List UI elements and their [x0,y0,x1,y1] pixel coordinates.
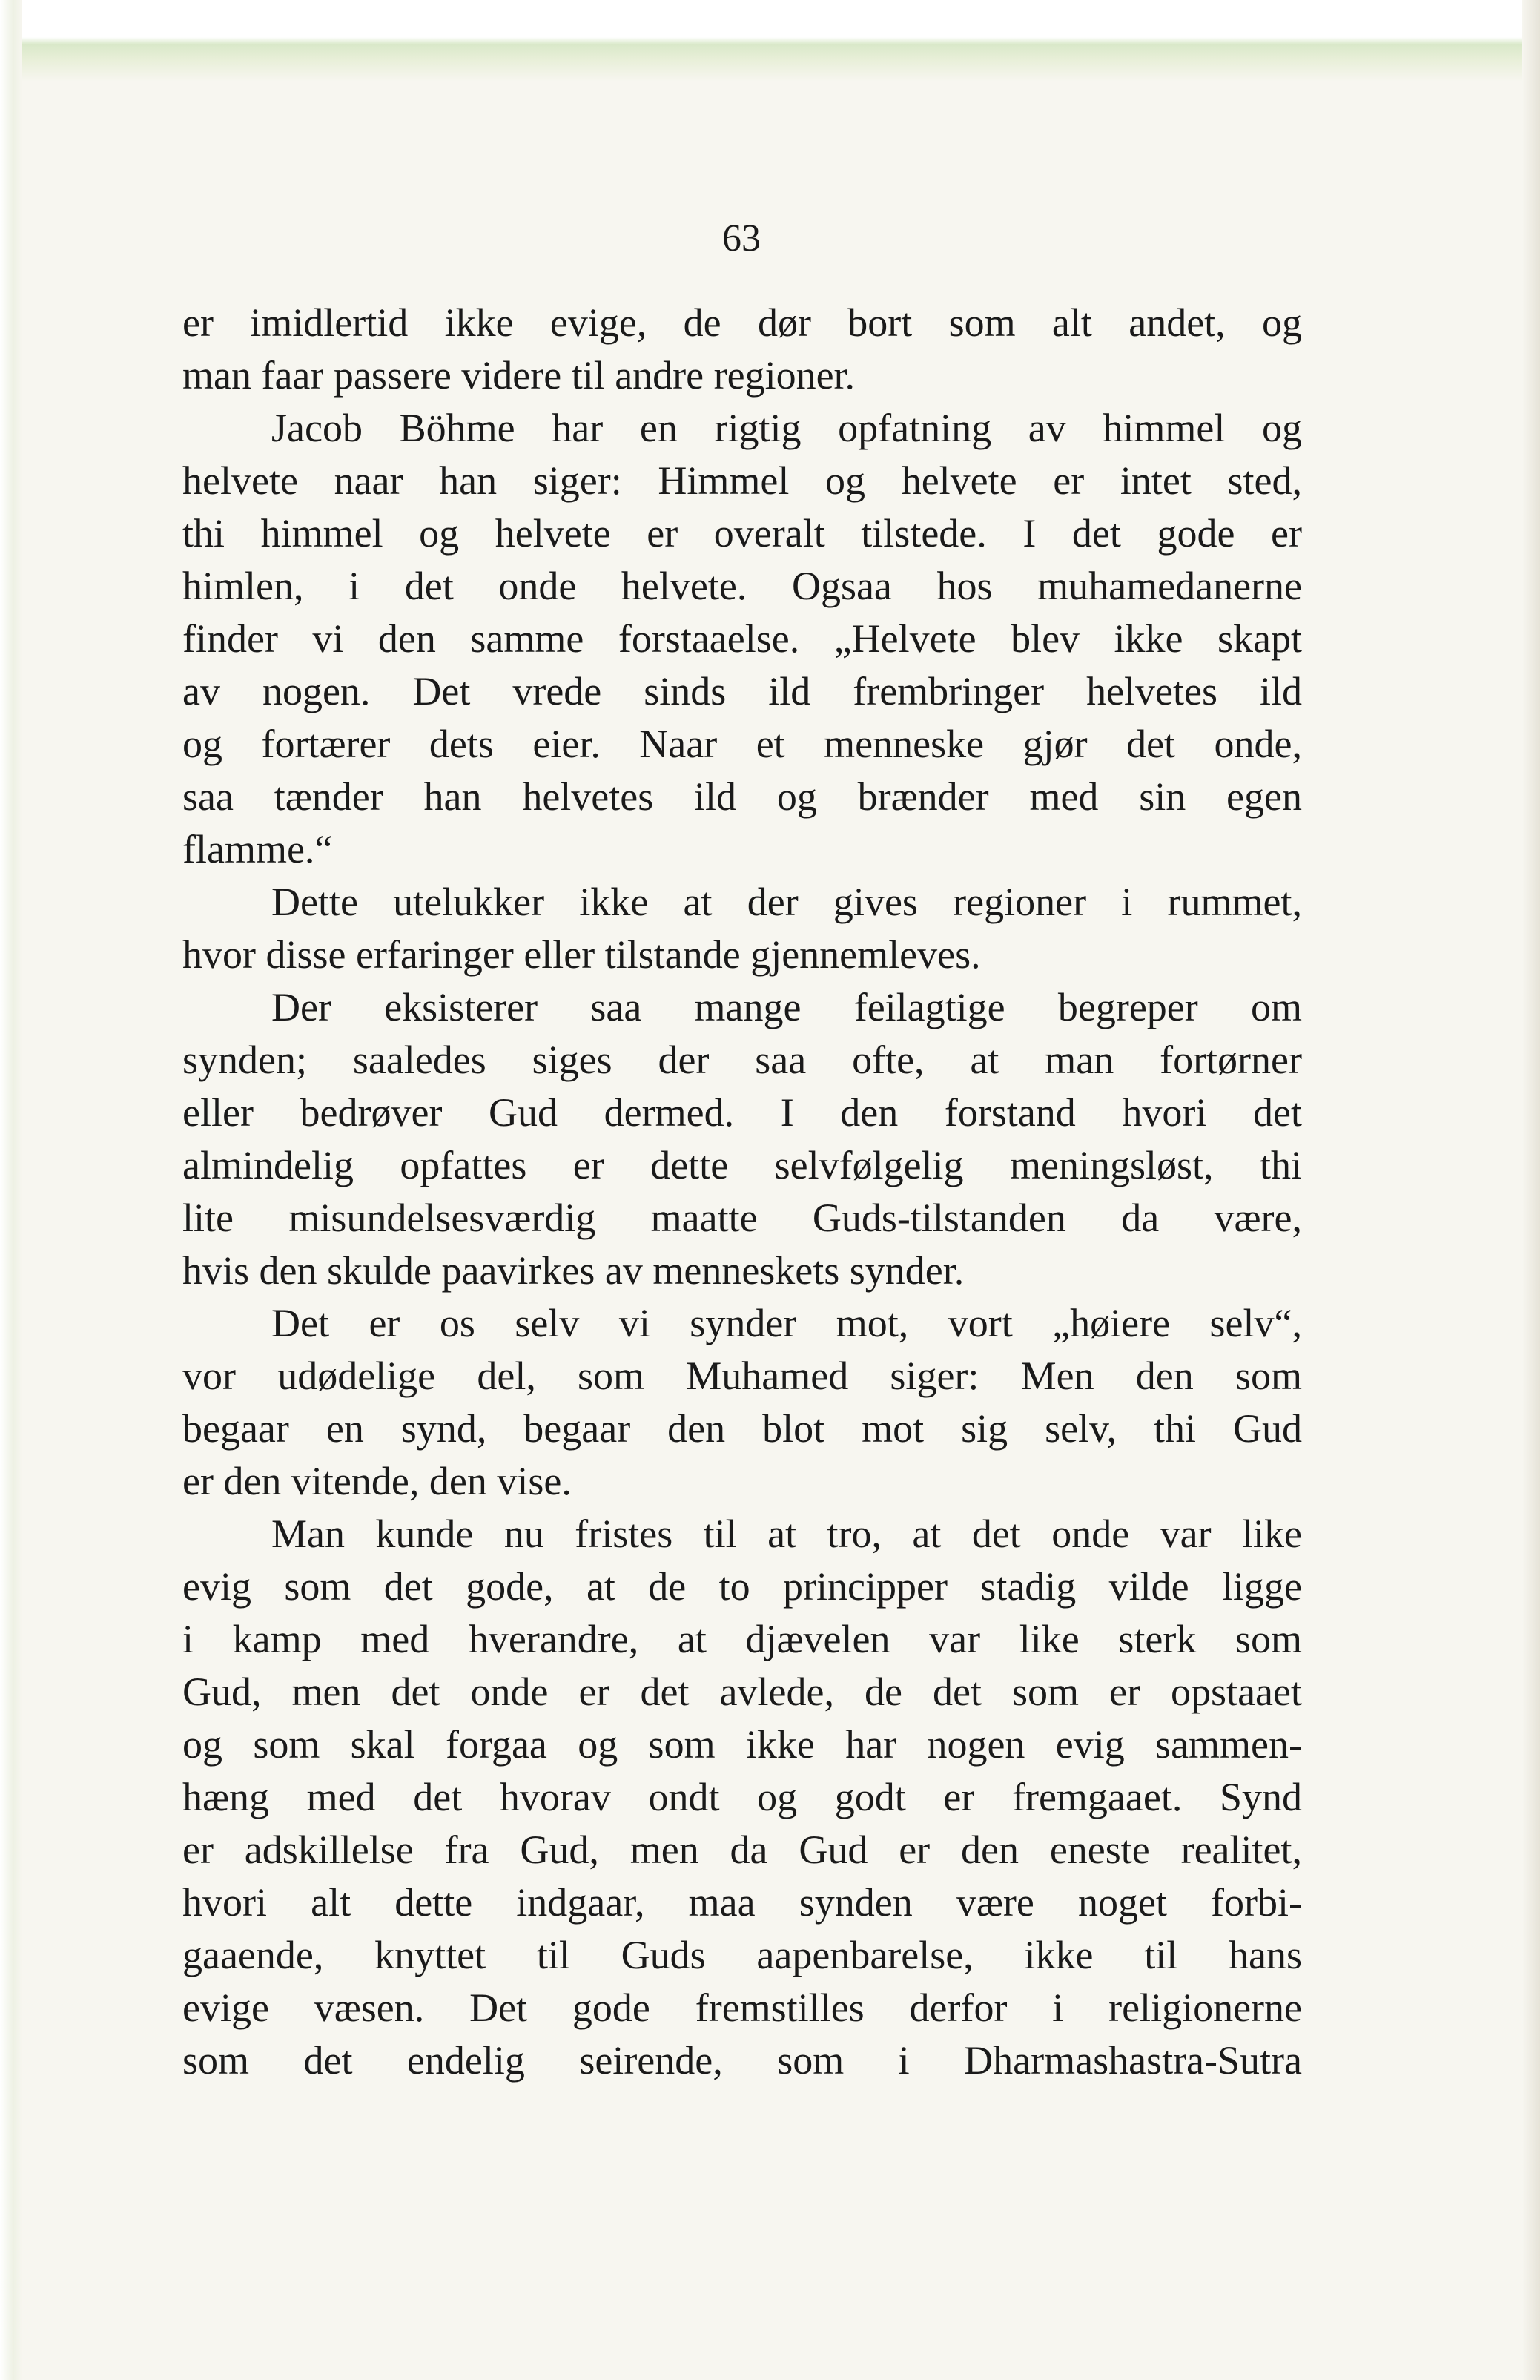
text-line: Gud, men det onde er det avlede, de det som er opstaaet [182,1669,1302,1714]
text-line: finder vi den samme forstaaelse. „Helvete blev ikke skapt [182,616,1302,661]
text-line: i kamp med hverandre, at djævelen var like sterk som [182,1617,1302,1661]
text-line: hvori alt dette indgaar, maa synden være noget forbi- [182,1880,1302,1925]
body-text [182,297,1302,2087]
text-line: eller bedrøver Gud dermed. I den forstand hvori det [182,1090,1302,1135]
text-line: av nogen. Det vrede sinds ild frembringer helvetes ild [182,669,1302,713]
scan-edge-top [0,0,1540,82]
text-line: og som skal forgaa og som ikke har nogen evig sammen- [182,1722,1302,1767]
text-line: er den vitende, den vise. [182,1459,572,1503]
text-line: og fortærer dets eier. Naar et menneske gjør det onde, [182,722,1302,766]
text-line: begaar en synd, begaar den blot mot sig selv, thi Gud [182,1406,1302,1451]
text-line: Det er os selv vi synder mot, vort „høiere selv“, [271,1301,1302,1345]
scan-edge-right [1522,0,1540,2380]
page-number: 63 [722,217,761,260]
text-line: er imidlertid ikke evige, de dør bort som alt andet, og [182,300,1302,345]
text-line: almindelig opfattes er dette selvfølgelig meningsløst, thi [182,1143,1302,1187]
text-line: gaaende, knyttet til Guds aapenbarelse, ikke til hans [182,1933,1302,1977]
text-line: Jacob Böhme har en rigtig opfatning av himmel og [271,406,1302,450]
text-line: helvete naar han siger: Himmel og helvete er intet sted, [182,458,1302,503]
text-line: evig som det gode, at de to principper stadig vilde ligge [182,1564,1302,1609]
text-line: Dette utelukker ikke at der gives regioner i rummet, [271,880,1302,924]
text-line: vor udødelige del, som Muhamed siger: Men den som [182,1354,1302,1398]
text-line: evige væsen. Det gode fremstilles derfor i religionerne [182,1985,1302,2030]
text-line: lite misundelsesværdig maatte Guds-tilstanden da være, [182,1196,1302,1240]
text-line: hvis den skulde paavirkes av menneskets synder. [182,1248,965,1293]
text-line: Der eksisterer saa mange feilagtige begreper om [271,985,1302,1029]
text-line: hvor disse erfaringer eller tilstande gjennemleves. [182,932,981,977]
text-line: flamme.“ [182,827,333,871]
text-line: synden; saaledes siges der saa ofte, at man fortørner [182,1038,1302,1082]
scan-edge-left [0,0,22,2380]
text-line: er adskillelse fra Gud, men da Gud er den eneste realitet, [182,1827,1302,1872]
text-line: saa tænder han helvetes ild og brænder med sin egen [182,774,1302,819]
text-line: Man kunde nu fristes til at tro, at det onde var like [271,1512,1302,1556]
text-line: hæng med det hvorav ondt og godt er fremgaaet. Synd [182,1775,1302,1819]
text-line: himlen, i det onde helvete. Ogsaa hos muhamedanerne [182,564,1302,608]
text-line: som det endelig seirende, som i Dharmashastra-Sutra [182,2038,1302,2083]
text-line: thi himmel og helvete er overalt tilstede. I det gode er [182,511,1302,556]
text-line: man faar passere videre til andre regioner. [182,353,856,398]
